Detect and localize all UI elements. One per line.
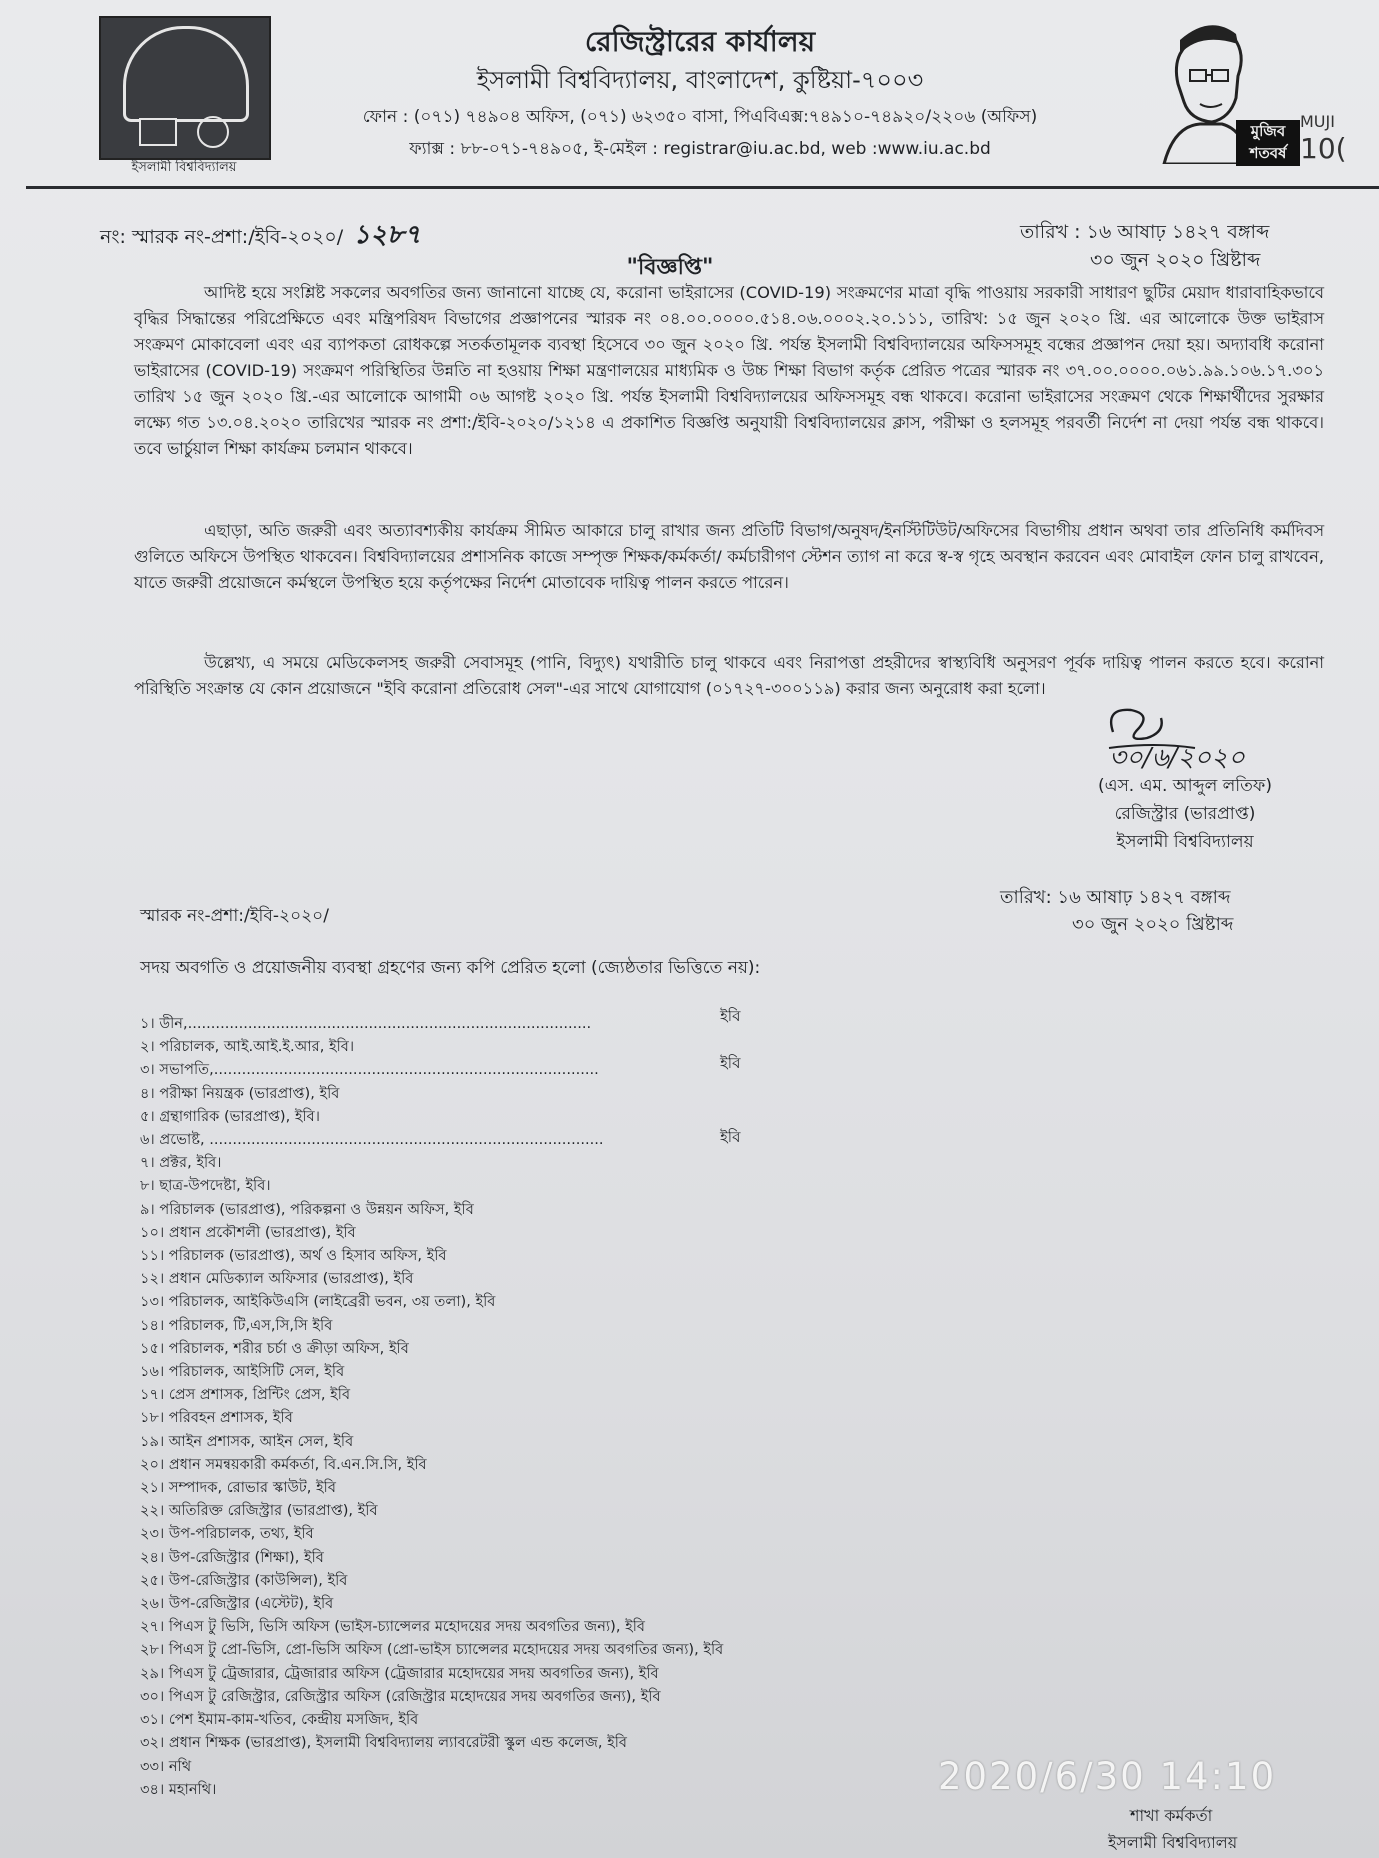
notice-date-gregorian: ৩০ জুন ২০২০ খ্রিষ্টাব্দ xyxy=(1090,249,1261,271)
registrar-signature xyxy=(1095,702,1315,772)
list-item-suffix: ইবি xyxy=(720,1128,741,1146)
list-item: ৮। ছাত্র-উপদেষ্টা, ইবি। xyxy=(140,1177,271,1195)
memo-reference xyxy=(100,214,421,258)
list-item: ১১। পরিচালক (ভারপ্রাপ্ত), অর্থ ও হিসাব অফিস, ইবি xyxy=(140,1247,447,1265)
memo-ref-handwritten-number: ১২৮৭ xyxy=(353,220,421,250)
logo-dome-shape xyxy=(123,26,249,122)
signatory-org: ইসলামী বিশ্ববিদ্যালয় xyxy=(1116,832,1254,852)
mujib-side-text: MUJI xyxy=(1300,112,1335,131)
list-item: ১২। প্রধান মেডিক্যাল অফিসার (ভারপ্রাপ্ত), ইবি xyxy=(140,1270,414,1288)
list-item: ২৮। পিএস টু প্রো-ভিসি, প্রো-ভিসি অফিস (প্রো-ভাইস চ্যান্সেলর মহোদয়ের সদয় অবগতির জন্য), ইবি xyxy=(140,1641,724,1659)
list-item: ৯। পরিচালক (ভারপ্রাপ্ত), পরিকল্পনা ও উন্নয়ন অফিস, ইবি xyxy=(140,1200,474,1218)
logo-emblem-icon xyxy=(197,116,229,148)
list-item: ১৪। পরিচালক, টি,এস,সি,সি ইবি xyxy=(140,1316,333,1334)
notice-paragraph-1: আদিষ্ট হয়ে সংশ্লিষ্ট সকলের অবগতির জন্য জানানো যাচ্ছে যে, করোনা ভাইরাসের (COVID-19) সংক্রমণের মাত্রা বৃদ্ধি পাওয়ায় সরকারী সাধারণ ছুটির মেয়াদ ধারাবাহিকভাবে বৃদ্ধির সিদ্ধান্তের পরিপ্রেক্ষিতে এবং মন্ত্রিপরিষদ বিভাগের প্রজ্ঞাপনের স্মারক নং ০৪.০০.০০০০.৫১৪.০৬.০০০২.২০.১১১, তারিখ: ১৫ জুন ২০২০ খ্রি. এর আলোকে উক্ত ভাইরাস সংক্রমণ মোকাবেলা এবং এর ব্যাপকতা রোধকল্পে সতর্কতামূলক ব্যবস্থা হিসেবে ৩০ জুন ২০২০ খ্রি. পর্যন্ত ইসলামী বিশ্ববিদ্যালয়ের অফিসসমূহ বন্ধের প্রজ্ঞাপন দেয়া হয়। অদ্যাবধি করোনা ভাইরাসের (COVID-19) সংক্রমণ পরিস্থিতির উন্নতি না হওয়ায় শিক্ষা মন্ত্রণালয়ের মাধ্যমিক ও উচ্চ শিক্ষা বিভাগ কর্তৃক প্রেরিত পত্রের স্মারক নং ৩৭.০০.০০০০.০৬১.৯৯.১০৬.১৭.৩০১ তারিখ ১৫ জুন ২০২০ খ্রি.-এর আলোকে আগামী ০৬ আগষ্ট ২০২০ খ্রি. পর্যন্ত ইসলামী বিশ্ববিদ্যালয়ের অফিসসমূহ বন্ধ থাকবে। করোনা ভাইরাসের সংক্রমণ থেকে শিক্ষার্থীদের সুরক্ষার লক্ষ্যে গত ১৩.০৪.২০২০ তারিখের স্মারক নং প্রশা:/ইবি-২০২০/১২১৪ এ প্রকাশিত বিজ্ঞপ্তি অনুযায়ী বিশ্ববিদ্যালয়ের ক্লাস, পরীক্ষা ও হলসমূহ পরবর্তী নির্দেশ না দেয়া পর্যন্ত বন্ধ থাকবে। তবে ভার্চুয়াল শিক্ষা কার্যক্রম চলমান থাকবে। xyxy=(134,283,1324,458)
list-item: ২০। প্রধান সমন্বয়কারী কর্মকর্তা, বি.এন.সি.সি, ইবি xyxy=(140,1455,427,1473)
fax-email-web-line: ফ্যাক্স : ৮৮-০৭১-৭৪৯০৫, ই-মেইল : registrar@iu.ac.bd, web :www.iu.ac.bd xyxy=(409,139,991,159)
list-item: ৩১। পেশ ইমাম-কাম-খতিব, কেন্দ্রীয় মসজিদ, ইবি xyxy=(140,1711,419,1729)
list-item: ১৩। পরিচালক, আইকিউএসি (লাইব্রেরী ভবন, ৩য় তলা), ইবি xyxy=(140,1293,496,1311)
university-address: ইসলামী বিশ্ববিদ্যালয়, বাংলাদেশ, কুষ্টিয়া-৭০০৩ xyxy=(476,66,924,94)
list-item: ২২। অতিরিক্ত রেজিস্ট্রার (ভারপ্রাপ্ত), ইবি xyxy=(140,1502,378,1520)
notice-title: "বিজ্ঞপ্তি" xyxy=(626,255,714,280)
notice-date-bangla: তারিখ : ১৬ আষাঢ় ১৪২৭ বঙ্গাব্দ xyxy=(1020,221,1270,243)
signature-date: ৩০/৬/২০২০ xyxy=(1109,743,1245,772)
list-item: ২৯। পিএস টু ট্রেজারার, ট্রেজারার অফিস (ট্রেজারার মহোদয়ের সদয় অবগতির জন্য), ইবি xyxy=(140,1664,659,1682)
list-item: ৬। প্রভোষ্ট, ..................................................................................... xyxy=(140,1131,604,1149)
logo-book-icon xyxy=(139,118,177,146)
list-item: ৫। গ্রন্থাগারিক (ভারপ্রাপ্ত), ইবি। xyxy=(140,1107,320,1125)
signatory-role: রেজিস্ট্রার (ভারপ্রাপ্ত) xyxy=(1114,804,1256,824)
list-item: ২৫। উপ-রেজিস্ট্রার (কাউন্সিল), ইবি xyxy=(140,1571,348,1589)
footer-org: ইসলামী বিশ্ববিদ্যালয় xyxy=(1108,1833,1238,1852)
photo-timestamp: 2020/6/30 14:10 xyxy=(938,1755,1277,1798)
memo-ref-label: নং: xyxy=(100,226,126,248)
list-item-suffix: ইবি xyxy=(720,1007,741,1025)
list-item: ২। পরিচালক, আই.আই.ই.আর, ইবি। xyxy=(140,1038,355,1056)
list-item: ৩৩। নথি xyxy=(140,1757,192,1775)
list-item: ২৬। উপ-রেজিস্ট্রার (এস্টেট), ইবি xyxy=(140,1595,334,1613)
mujib-centenary-badge: মুজিব শতবর্ষ xyxy=(1236,120,1300,166)
office-title: রেজিস্ট্রারের কার্যালয় xyxy=(584,25,816,58)
list-item: ৩৪। মহানথি। xyxy=(140,1780,217,1798)
distribution-list xyxy=(140,1012,960,1801)
list-item: ৩০। পিএস টু রেজিস্ট্রার, রেজিস্ট্রার অফিস (রেজিস্ট্রার মহোদয়ের সদয় অবগতির জন্য), ইবি xyxy=(140,1687,661,1705)
list-item: ৪। পরীক্ষা নিয়ন্ত্রক (ভারপ্রাপ্ত), ইবি xyxy=(140,1084,340,1102)
list-item: ১৮। পরিবহন প্রশাসক, ইবি xyxy=(140,1409,293,1427)
notice-paragraph-2: এছাড়া, অতি জরুরী এবং অত্যাবশ্যকীয় কার্যক্রম সীমিত আকারে চালু রাখার জন্য প্রতিটি বিভাগ/অনুষদ/ইনস্টিটিউট/অফিসের বিভাগীয় প্রধান অথবা তার প্রতিনিধি কর্মদিবস গুলিতে অফিসে উপস্থিত থাকবেন। বিশ্ববিদ্যালয়ের প্রশাসনিক কাজে সম্পৃক্ত শিক্ষক/কর্মকর্তা/ কর্মচারীগণ স্টেশন ত্যাগ না করে স্ব-স্ব গৃহে অবস্থান করবেন এবং মোবাইল ফোন চালু রাখবেন, যাতে জরুরী প্রয়োজনে কর্মস্থলে উপস্থিত হয়ে কর্তৃপক্ষের নির্দেশ মোতাবেক দায়িত্ব পালন করতে পারেন। xyxy=(134,521,1324,592)
mujib-100-text: 10( xyxy=(1300,132,1347,165)
list-item: ৩২। প্রধান শিক্ষক (ভারপ্রাপ্ত), ইসলামী বিশ্ববিদ্যালয় ল্যাবরেটরী স্কুল এন্ড কলেজ, ইবি xyxy=(140,1734,628,1752)
list-item-suffix: ইবি xyxy=(720,1054,741,1072)
list-item: ২৪। উপ-রেজিস্ট্রার (শিক্ষা), ইবি xyxy=(140,1548,324,1566)
distribution-date-gregorian: ৩০ জুন ২০২০ খ্রিষ্টাব্দ xyxy=(1072,914,1234,935)
logo-caption: ইসলামী বিশ্ববিদ্যালয় xyxy=(131,160,237,175)
list-item: ১৭। প্রেস প্রশাসক, প্রিন্টিং প্রেস, ইবি xyxy=(140,1386,351,1404)
list-item: ২৩। উপ-পরিচালক, তথ্য, ইবি xyxy=(140,1525,314,1543)
distribution-heading: সদয় অবগতি ও প্রয়োজনীয় ব্যবস্থা গ্রহণের জন্য কপি প্রেরিত হলো (জ্যেষ্ঠতার ভিত্তিতে নয়): xyxy=(140,958,761,978)
phone-line: ফোন : (০৭১) ৭৪৯০৪ অফিস, (০৭১) ৬২৩৫০ বাসা, পিএবিএক্স:৭৪৯১০-৭৪৯২০/২২০৬ (অফিস) xyxy=(362,107,1038,127)
header-divider xyxy=(26,186,1379,189)
distribution-reference: স্মারক নং-প্রশা:/ইবি-২০২০/ xyxy=(140,906,329,926)
memo-ref-value: স্মারক নং-প্রশা:/ইবি-২০২০/ xyxy=(131,226,344,248)
distribution-date-bangla: তারিখ: ১৬ আষাঢ় ১৪২৭ বঙ্গাব্দ xyxy=(1000,887,1231,908)
list-item: ১৬। পরিচালক, আইসিটি সেল, ইবি xyxy=(140,1363,345,1381)
list-item: ১৯। আইন প্রশাসক, আইন সেল, ইবি xyxy=(140,1432,354,1450)
list-item: ২৭। পিএস টু ভিসি, ভিসি অফিস (ভাইস-চ্যান্সেলর মহোদয়ের সদয় অবগতির জন্য), ইবি xyxy=(140,1618,645,1636)
notice-paragraph-3: উল্লেখ্য, এ সময়ে মেডিকেলসহ জরুরী সেবাসমূহ (পানি, বিদ্যুৎ) যথারীতি চালু থাকবে এবং নিরাপত্তা প্রহরীদের স্বাস্থ্যবিধি অনুসরণ পূর্বক দায়িত্ব পালন করতে হবে। করোনা পরিস্থিতি সংক্রান্ত যে কোন প্রয়োজনে "ইবি করোনা প্রতিরোধ সেল"-এর সাথে যোগাযোগ (০১৭২৭-৩০০১১৯) করার জন্য অনুরোধ করা হলো। xyxy=(134,653,1324,698)
list-item: ৩। সভাপতি,................................................................................... xyxy=(140,1061,599,1079)
university-logo xyxy=(99,16,271,160)
list-item: ১০। প্রধান প্রকৌশলী (ভারপ্রাপ্ত), ইবি xyxy=(140,1223,356,1241)
signatory-name: (এস. এম. আব্দুল লতিফ) xyxy=(1098,776,1272,796)
list-item: ৭। প্রক্টর, ইবি। xyxy=(140,1154,222,1172)
list-item: ১। ডীন,....................................................................................... xyxy=(140,1015,592,1032)
list-item: ২১। সম্পাদক, রোভার স্কাউট, ইবি xyxy=(140,1479,336,1497)
list-item: ১৫। পরিচালক, শরীর চর্চা ও ক্রীড়া অফিস, ইবি xyxy=(140,1339,409,1357)
footer-officer: শাখা কর্মকর্তা xyxy=(1130,1806,1213,1825)
